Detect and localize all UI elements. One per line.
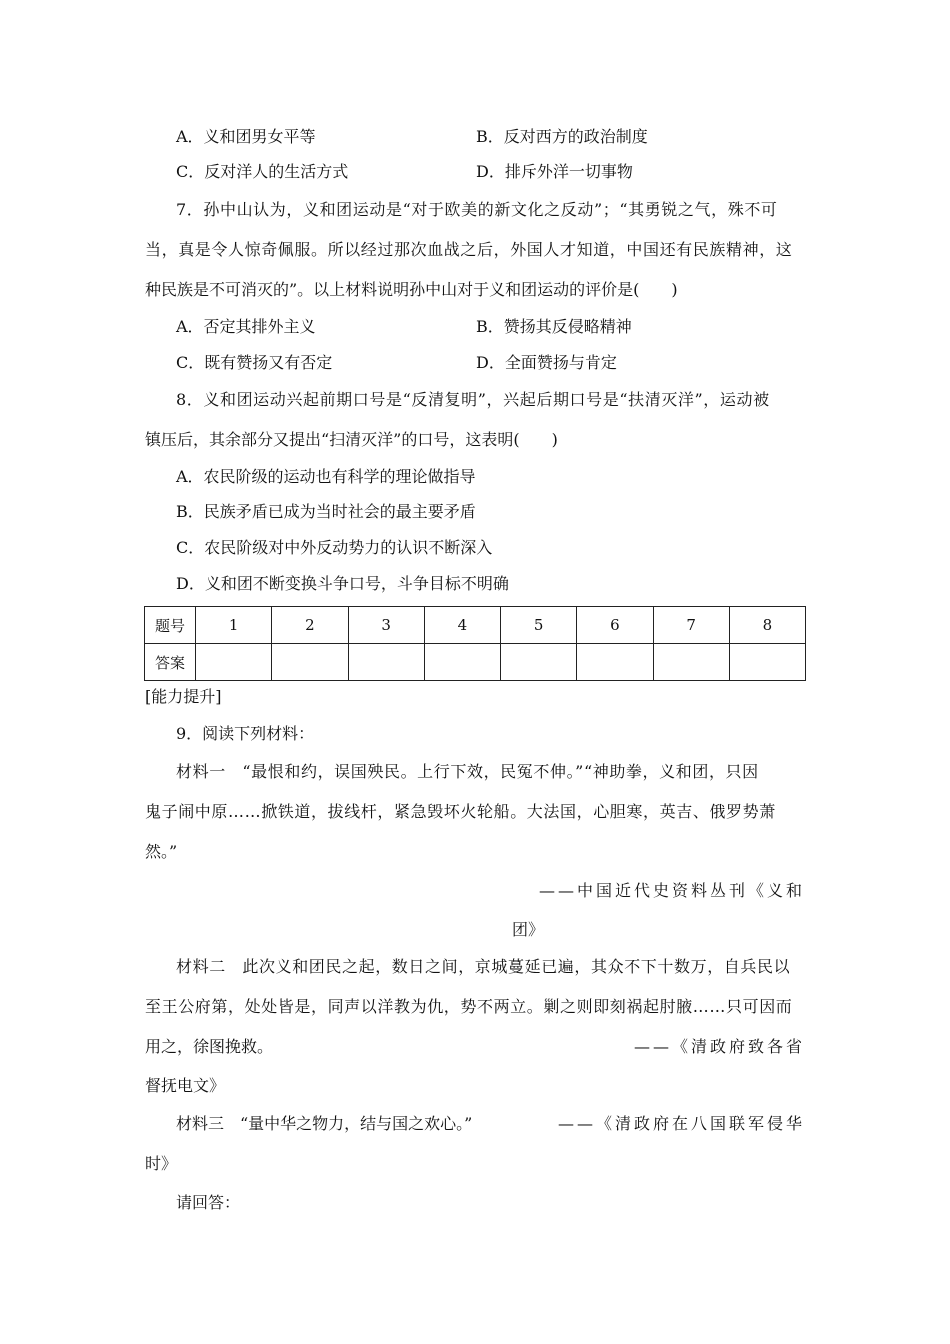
q9-stem: 9．阅读下列材料：: [176, 724, 315, 743]
answer-table-number-row: [145, 607, 806, 644]
answer-table-answer-row: [145, 644, 806, 681]
table-header-answer: 答案: [145, 644, 196, 681]
q9-material2-line1: 材料二 此次义和团民之起，数日之间，京城蔓延已遍，其众不下十数万，自兵民以: [176, 957, 791, 976]
q8-option-d: D．义和团不断变换斗争口号，斗争目标不明确: [176, 574, 509, 593]
answer-cell[interactable]: [653, 644, 729, 681]
answer-cell[interactable]: [424, 644, 500, 681]
q9-material1-line2: 鬼子闹中原……掀铁道，拔线杆，紧急毁坏火轮船。大法国，心胆寒，英吉、俄罗势萧: [145, 802, 776, 821]
q7-stem-line3: 种民族是不可消灭的”。以上材料说明孙中山对于义和团运动的评价是( ): [145, 280, 678, 299]
q8-option-c: C．农民阶级对中外反动势力的认识不断深入: [176, 538, 493, 557]
table-cell-number: 7: [653, 607, 729, 644]
table-cell-number: 2: [272, 607, 348, 644]
q9-material1-line1: 材料一 “最恨和约，误国殃民。上行下效，民冤不伸。”“神助拳，义和团，只因: [176, 762, 759, 781]
q6-option-a: A．义和团男女平等: [176, 127, 316, 146]
table-cell-number: 6: [577, 607, 653, 644]
q6-option-d: D．排斥外洋一切事物: [476, 162, 633, 181]
table-cell-number: 4: [424, 607, 500, 644]
answer-cell[interactable]: [196, 644, 272, 681]
answer-table: [144, 606, 806, 681]
q8-stem-line2: 镇压后，其余部分又提出“扫清灭洋”的口号，这表明( ): [145, 430, 558, 449]
q9-material3: 材料三 “量中华之物力，结与国之欢心。”: [176, 1114, 473, 1133]
table-cell-number: 8: [729, 607, 805, 644]
q6-option-c: C．反对洋人的生活方式: [176, 162, 349, 181]
q9-material1-line3: 然。”: [145, 842, 178, 861]
q9-prompt: 请回答：: [176, 1193, 241, 1212]
q6-option-b: B．反对西方的政治制度: [476, 127, 648, 146]
table-cell-number: 5: [501, 607, 577, 644]
answer-cell[interactable]: [272, 644, 348, 681]
section-title: [能力提升]: [145, 687, 222, 706]
table-header-question-number: 题号: [145, 607, 196, 644]
q9-material3-source-line1: ——《清政府在八国联军侵华: [557, 1114, 805, 1133]
q9-material2-source-line2: 督抚电文》: [145, 1076, 226, 1095]
q9-material2-line3: 用之，徐图挽救。: [145, 1037, 274, 1056]
q7-stem-line1: 7．孙中山认为，义和团运动是“对于欧美的新文化之反动”；“其勇锐之气，殊不可: [176, 200, 778, 219]
q9-material1-source-line1: ——中国近代史资料丛刊《义和: [538, 881, 805, 900]
q9-material1-source-line2: 团》: [512, 920, 545, 939]
q9-material3-source-line2: 时》: [145, 1154, 178, 1173]
table-cell-number: 3: [348, 607, 424, 644]
table-cell-number: 1: [196, 607, 272, 644]
q7-option-d: D．全面赞扬与肯定: [476, 353, 617, 372]
q7-stem-line2: 当，真是令人惊奇佩服。所以经过那次血战之后，外国人才知道，中国还有民族精神，这: [145, 240, 793, 259]
q8-stem-line1: 8．义和团运动兴起前期口号是“反清复明”，兴起后期口号是“扶清灭洋”，运动被: [176, 390, 770, 409]
q9-material2-line2: 至王公府第，处处皆是，同声以洋教为仇，势不两立。剿之则即刻祸起肘腋……只可因而: [145, 997, 793, 1016]
answer-cell[interactable]: [501, 644, 577, 681]
answer-cell[interactable]: [348, 644, 424, 681]
q7-option-a: A．否定其排外主义: [176, 317, 316, 336]
q9-material2-source-line1: ——《清政府致各省: [633, 1037, 805, 1056]
answer-cell[interactable]: [729, 644, 805, 681]
q8-option-a: A．农民阶级的运动也有科学的理论做指导: [176, 467, 476, 486]
q8-option-b: B．民族矛盾已成为当时社会的最主要矛盾: [176, 502, 476, 521]
q7-option-b: B．赞扬其反侵略精神: [476, 317, 632, 336]
q7-option-c: C．既有赞扬又有否定: [176, 353, 333, 372]
answer-cell[interactable]: [577, 644, 653, 681]
